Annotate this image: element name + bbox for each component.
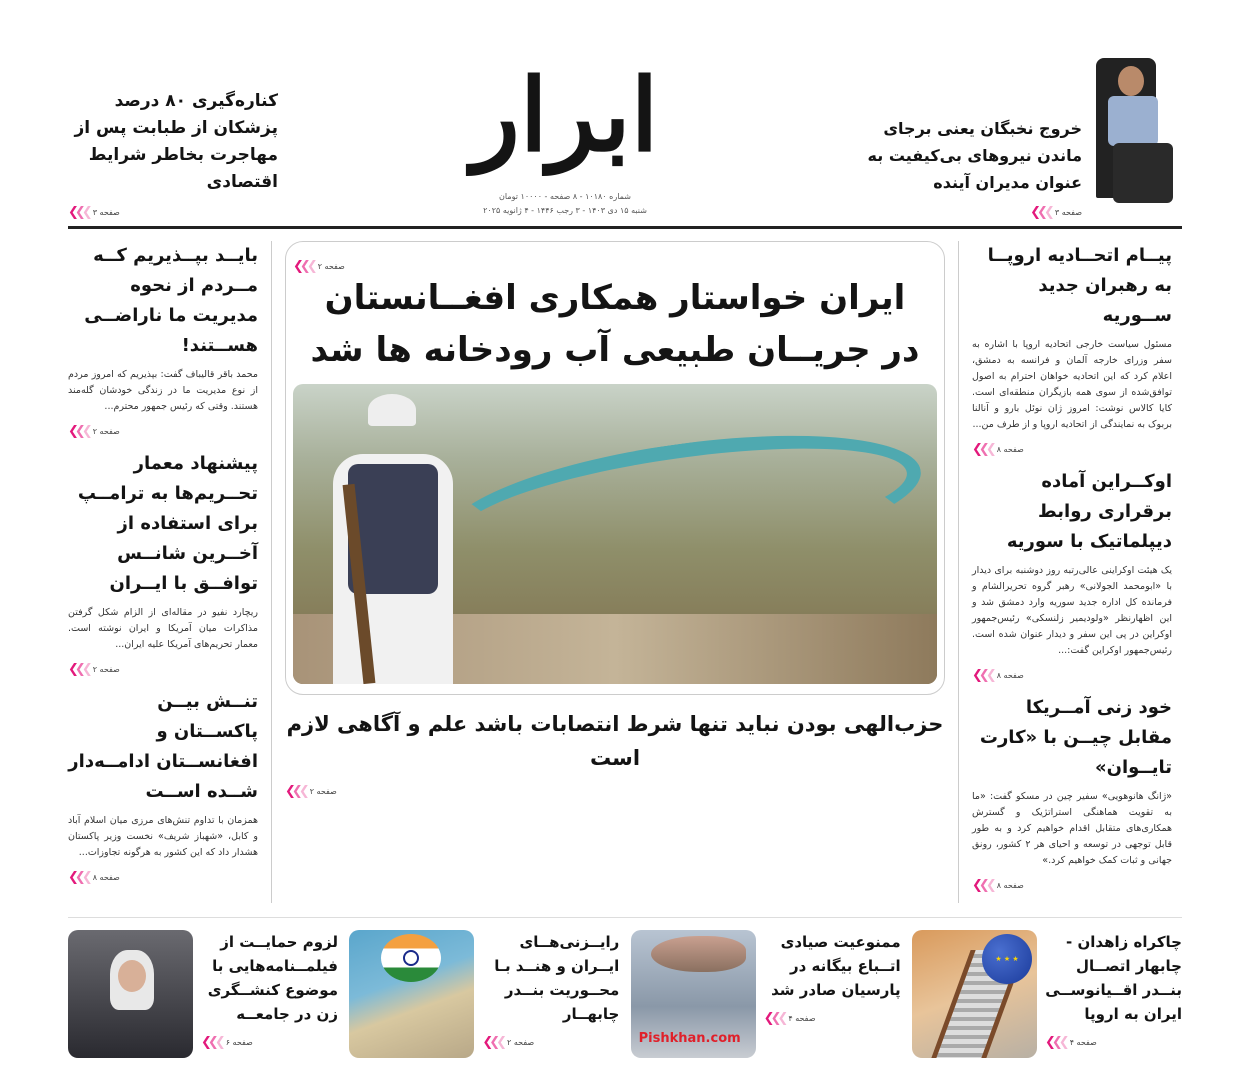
bottom-headline-1[interactable]: چاکراه زاهدان - چابهار اتصــال بنــدر اقــیانوســی ایران به اروپا [1045, 933, 1182, 1023]
masthead-center [435, 40, 695, 218]
chevron-icon: ❮❮❮ [201, 1035, 222, 1050]
left-headline-2[interactable]: پیشنهاد معمار تحــریم‌ها به ترامــپ برای استفاده از آخــرین شانــس توافــق با ایــران [77, 453, 258, 594]
left-column [68, 241, 258, 903]
page-ref-label: صفحه ۲ [317, 262, 345, 271]
chevron-icon: ❮❮❮ [68, 662, 89, 677]
chevron-icon: ❮❮❮ [482, 1035, 504, 1050]
watermark: Pishkhan.com [638, 1031, 741, 1046]
left-article [68, 449, 258, 675]
chevron-icon: ❮❮❮ [763, 1011, 785, 1026]
page-ref-label: صفحه ۴ [788, 1014, 816, 1023]
bottom-story [349, 930, 619, 1058]
secondary-headline[interactable]: حزب‌الهی بودن نباید تنها شرط انتصابات باشد علم و آگاهی لازم است [286, 712, 944, 770]
chevron-icon: ❮❮❮ [68, 870, 89, 885]
left-body-2: ریچارد نفیو در مقاله‌ای از الزام شکل گرفتن مذاکرات میان آمریکا و ایران نوشته است. معمار تحریم‌های آمریکا علیه ایران... [68, 607, 258, 650]
newspaper-logo: ابرار [471, 56, 659, 174]
page-ref[interactable] [1030, 204, 1082, 222]
chevron-icon: ❮❮❮ [293, 259, 314, 274]
page-ref[interactable] [68, 204, 120, 222]
top-left-story [68, 88, 278, 218]
india-flag-icon [381, 934, 441, 982]
page-ref[interactable] [68, 423, 120, 441]
fish-icon [651, 936, 746, 972]
page-ref-label: صفحه ۸ [996, 881, 1024, 890]
page-ref[interactable] [972, 877, 1024, 895]
right-column [972, 241, 1172, 903]
chevron-icon: ❮❮❮ [972, 442, 993, 457]
right-article [972, 467, 1172, 681]
right-body-1: مسئول سیاست خارجی اتحادیه اروپا با اشاره به سفر وزرای خارجه آلمان و فرانسه به دمشق، اعلام کرد که این اتحادیه خواهان احترام به اصول توافق‌شده از سوی همه بازیگران منطقه‌ای است. کایا کالاس نوشت: امروز ژان نوئل بارو و آنالنا بربوک به نمایندگی از اتحادیه اروپا و از طرف من... [972, 339, 1172, 430]
page-ref[interactable] [68, 869, 120, 887]
bottom-headline-2[interactable]: ممنوعیت صیادی اتــباع بیگانه در پارسیان صادر شد [771, 933, 901, 999]
chevron-icon: ❮❮❮ [68, 205, 89, 220]
chevron-icon: ❮❮❮ [1030, 205, 1051, 220]
column-divider [958, 241, 959, 903]
page-ref[interactable] [68, 661, 120, 679]
right-headline-2[interactable]: اوکــراین آماده برقراری روابط دیپلماتیک با سوریه [1006, 471, 1172, 552]
page-ref[interactable] [1045, 1034, 1097, 1052]
port-photo [349, 930, 474, 1058]
page-ref-label: صفحه ۴ [1069, 1038, 1097, 1047]
main-headline-line2[interactable]: در جریــان طبیعی آب رودخانه ها شد [310, 330, 920, 370]
river-aerial-photo [293, 384, 937, 684]
left-article [68, 241, 258, 437]
left-body-1: محمد باقر قالیباف گفت: بپذیریم که امروز مردم از نوع مدیریت ما در زندگی خودشان گله‌مند هستند. وقتی که رئیس جمهور محترم... [68, 369, 258, 412]
left-headline-3[interactable]: تنــش بیــن پاکســتان و افغانســتان ادامــه‌دار شــده اســت [68, 691, 258, 802]
left-article [68, 687, 258, 883]
page-ref[interactable] [764, 1010, 816, 1028]
page-ref[interactable] [972, 441, 1024, 459]
bottom-headline-4[interactable]: لزوم حمایــت از فیلمــنامه‌هایی با موضوع کنشــگری زن در جامعــه [207, 933, 338, 1023]
bottom-headline-3[interactable]: رایــزنی‌هــای ایــران و هنــد بـا محــوریت بنــدر چابهــار [494, 933, 620, 1023]
page-ref-label: صفحه ۳ [92, 208, 120, 217]
main-headline-line1[interactable]: ایران خواستار همکاری افغــانستان [324, 278, 906, 318]
page-ref[interactable] [201, 1034, 253, 1052]
man-in-chair-photo [1088, 58, 1180, 218]
chevron-icon: ❮❮❮ [972, 668, 993, 683]
page-ref-label: صفحه ۶ [225, 1038, 253, 1047]
chevron-icon: ❮❮❮ [285, 784, 306, 799]
issue-info: شماره ۱۰۱۸۰ - ۸ صفحه - ۱۰۰۰۰ تومان [499, 192, 631, 201]
page-ref[interactable] [482, 1034, 534, 1052]
right-headline-3[interactable]: خود زنی آمــریکا مقابل چیــن با «کارت تایــوان» [979, 697, 1172, 778]
page-ref-label: صفحه ۲ [92, 665, 120, 674]
page-ref-label: صفحه ۸ [996, 671, 1024, 680]
women-photo [68, 930, 193, 1058]
bottom-story [631, 930, 901, 1058]
bottom-story [912, 930, 1182, 1058]
column-divider [271, 241, 272, 903]
main-story [285, 241, 945, 903]
issue-date: شنبه ۱۵ دی ۱۴۰۳ - ۳ رجب ۱۴۴۶ - ۴ ژانویه ۲۰۲۵ [483, 206, 647, 215]
page-ref-label: صفحه ۸ [996, 445, 1024, 454]
bottom-row [68, 917, 1182, 1058]
page-ref-label: صفحه ۲ [92, 427, 120, 436]
chevron-icon: ❮❮❮ [68, 424, 89, 439]
left-headline-1[interactable]: بایــد بپــذیریم کــه مــردم از نحوه مدیریت ما ناراضــی هســتند! [84, 245, 258, 356]
top-left-headline[interactable]: کناره‌گیری ۸۰ درصد پزشکان از طبابت پس از مهاجرت بخاطر شرایط اقتصادی [74, 91, 278, 192]
top-right-headline[interactable]: خروج نخبگان یعنی برجای ماندن نیروهای بی‌کیفیت به عنوان مدیران آینده [867, 119, 1082, 192]
eu-flag-icon: ★ ★ ★ [982, 934, 1032, 984]
right-body-3: «ژانگ هانوهویی» سفیر چین در مسکو گفت: «ما به تقویت هماهنگی استراتژیک و گسترش همکاری‌های متقابل اقدام خواهیم کرد و به طور قابل توجهی در توسعه و احیای هر ۲ کشور، رونق جهانی و ثبات کمک خواهیم کرد.» [972, 791, 1172, 866]
masthead-rule [68, 226, 1182, 229]
chevron-icon: ❮❮❮ [1044, 1035, 1066, 1050]
left-body-3: همزمان با تداوم تنش‌های مرزی میان اسلام آباد و کابل، «شهباز شریف» نخست وزیر پاکستان هشدار داد که این کشور به هرگونه تجاوزات... [68, 815, 258, 858]
right-headline-1[interactable]: پیــام اتحــادیه اروپــا به رهبران جدید ســوریه [987, 245, 1172, 326]
railway-photo [912, 930, 1037, 1058]
fishing-photo [631, 930, 756, 1058]
right-article [972, 241, 1172, 455]
masthead [68, 40, 1182, 226]
guard-figure [313, 394, 473, 684]
middle-section [68, 241, 1182, 903]
chevron-icon: ❮❮❮ [972, 878, 993, 893]
page-ref-label: صفحه ۳ [1054, 208, 1082, 217]
page-ref-label: صفحه ۲ [507, 1038, 535, 1047]
bottom-story [68, 930, 338, 1058]
main-story-box [285, 241, 945, 695]
right-body-2: یک هیئت اوکراینی عالی‌رتبه روز دوشنبه برای دیدار با «ابومحمد الجولانی» رهبر گروه تحریرالشام و فرمانده کل اداره جدید سوریه وارد دمشق شد و این اظهارنظر «ولودیمیر زلنسکی» رئیس‌جمهور اوکراین در پی این سفر و دیدار عنوان شده است. رئیس‌جمهور اوکراین گفت:... [972, 565, 1172, 656]
page-ref-label: صفحه ۲ [309, 787, 337, 796]
right-article [972, 693, 1172, 891]
page-ref-label: صفحه ۸ [92, 873, 120, 882]
page-ref[interactable] [285, 783, 337, 801]
page-ref[interactable] [972, 667, 1024, 685]
top-right-story [852, 58, 1182, 218]
